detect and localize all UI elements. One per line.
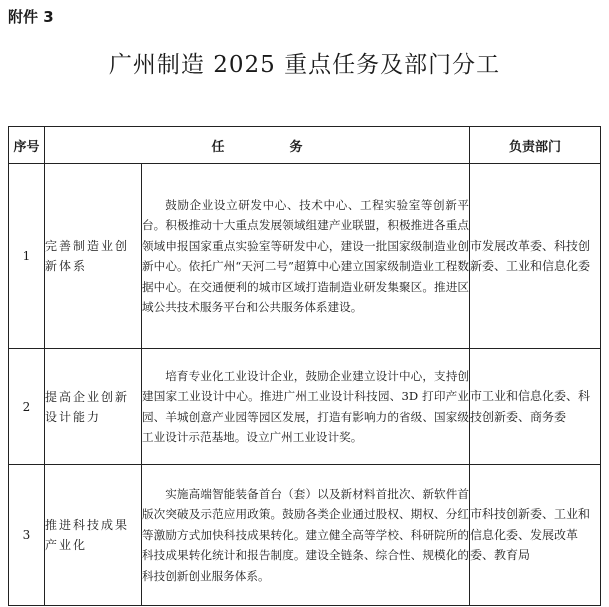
task-number: 2	[9, 349, 45, 465]
table-header-row	[9, 127, 601, 164]
table-row	[9, 465, 601, 606]
responsible-department: 市工业和信息化委、科技创新委、商务委	[470, 349, 601, 465]
task-description: 培育专业化工业设计企业，鼓励企业建立设计中心，支持创建国家工业设计中心。推进广州工业设计科技园、3D 打印产业园、羊城创意产业园等园区发展，打造有影响力的省级、国家级工业设计示范基地。设立广州工业设计奖。	[142, 349, 470, 465]
task-number: 1	[9, 164, 45, 349]
table-row	[9, 164, 601, 349]
task-name: 推进科技成果产业化	[45, 465, 142, 606]
column-header-task: 任 务	[45, 127, 470, 164]
task-name: 完善制造业创新体系	[45, 164, 142, 349]
task-description: 鼓励企业设立研发中心、技术中心、工程实验室等创新平台。积极推动十大重点发展领域组建产业联盟，积极推进各重点领域申报国家重点实验室等研发中心，建设一批国家级制造业创新中心。依托广州“天河二号”超算中心建立国家级制造业工程数据中心。在交通便利的城市区域打造制造业研发集聚区。推进区域公共技术服务平台和公共服务体系建设。	[142, 164, 470, 349]
task-name: 提高企业创新设计能力	[45, 349, 142, 465]
column-header-number: 序号	[9, 127, 45, 164]
task-description: 实施高端智能装备首台（套）以及新材料首批次、新软件首版次突破及示范应用政策。鼓励各类企业通过股权、期权、分红等激励方式加快科技成果转化。建立健全高等学校、科研院所的科技成果转化统计和报告制度。建设全链条、综合性、规模化的科技创新创业服务体系。	[142, 465, 470, 606]
table-row	[9, 349, 601, 465]
responsible-department: 市科技创新委、工业和信息化委、发展改革委、教育局	[470, 465, 601, 606]
task-number: 3	[9, 465, 45, 606]
responsible-department: 市发展改革委、科技创新委、工业和信息化委	[470, 164, 601, 349]
attachment-label: 附件 3	[8, 8, 54, 26]
tasks-table	[8, 126, 601, 606]
column-header-department: 负责部门	[470, 127, 601, 164]
page-title: 广州制造 2025 重点任务及部门分工	[108, 52, 501, 78]
